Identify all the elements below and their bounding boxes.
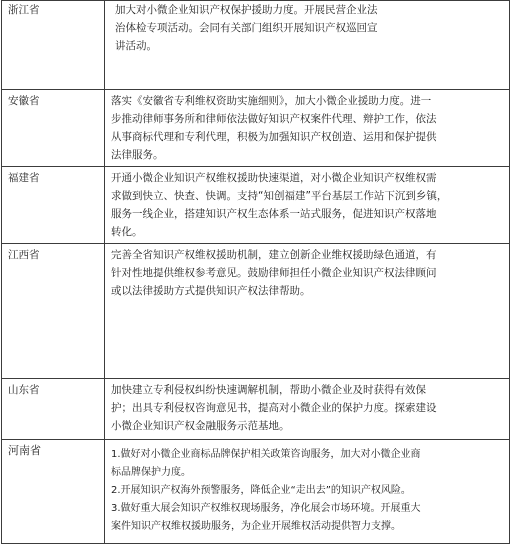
province-cell: 江西省 <box>2 244 105 379</box>
measure-cell <box>105 167 510 244</box>
measure-line: 转化。 <box>111 226 143 238</box>
measure-cell <box>105 440 510 544</box>
measure-line: 案件知识产权维权援助服务，为企业开展维权活动提供智力支撑。 <box>111 521 401 532</box>
measure-line: 从事商标代理和专利代理，积极为加强知识产权创造、运用和保护提供 <box>111 131 437 143</box>
measure-line: 求做到快立、快查、快调。支持“知创福建”平台基层工作站下沉到乡镇， <box>111 190 448 202</box>
table-row <box>2 244 510 379</box>
province-cell: 山东省 <box>2 379 105 440</box>
measure-line: 讲活动。 <box>115 40 157 52</box>
province-cell: 福建省 <box>2 167 105 244</box>
measure-line: 或以法律援助方式提供知识产权法律帮助。 <box>111 285 311 297</box>
measure-line: 加快建立专利侵权纠纷快速调解机制，帮助小微企业及时获得有效保 <box>111 384 426 396</box>
province-cell: 安徽省 <box>2 90 105 167</box>
measure-line: 开通小微企业知识产权维权援助快速渠道，对小微企业知识产权维权需 <box>111 172 437 184</box>
measure-cell <box>105 244 510 379</box>
measure-line: 针对性地提供维权参考意见。鼓励律师担任小微企业知识产权法律顾问 <box>111 267 437 279</box>
table-row <box>2 167 510 244</box>
measure-cell <box>105 379 510 440</box>
province-cell: 浙江省 <box>2 1 105 90</box>
province-cell: 河南省 <box>2 440 105 544</box>
measure-line: 护；出具专利侵权咨询意见书，提高对小微企业的保护力度。探索建设 <box>111 402 437 414</box>
measure-line: 步推动律师事务所和律师依法做好知识产权案件代理、辩护工作，依法 <box>111 113 437 125</box>
measure-line: 2.开展知识产权海外预警服务，降低企业“走出去”的知识产权风险。 <box>111 485 411 496</box>
table-row <box>2 379 510 440</box>
table-row <box>2 90 510 167</box>
measure-line: 服务一线企业，搭建知识产权生态体系一站式服务，促进知识产权落地 <box>111 208 437 220</box>
measure-cell <box>105 1 510 90</box>
measure-line: 小微企业知识产权金融服务示范基地。 <box>111 420 290 432</box>
province-measures-table <box>1 0 510 544</box>
table-row <box>2 1 510 90</box>
measure-line: 3.做好重大展会知识产权维权现场服务，净化展会市场环境。开展重大 <box>111 503 421 514</box>
measure-line: 治体检专项活动。会同有关部门组织开展知识产权巡回宣 <box>115 22 378 34</box>
measure-line: 1.做好对小微企业商标品牌保护相关政策咨询服务，加大对小微企业商 <box>111 449 421 460</box>
measure-line: 落实《安徽省专利维权资助实施细则》，加大小微企业援助力度。进一 <box>111 95 432 107</box>
measure-line: 加大对小微企业知识产权保护援助力度。开展民营企业法 <box>115 4 378 16</box>
table-row <box>2 440 510 544</box>
measure-line: 完善全省知识产权维权援助机制，建立创新企业维权援助绿色通道，有 <box>111 249 437 261</box>
measure-line: 标品牌保护力度。 <box>111 467 191 478</box>
measure-line: 法律服务。 <box>111 149 164 161</box>
measure-cell <box>105 90 510 167</box>
